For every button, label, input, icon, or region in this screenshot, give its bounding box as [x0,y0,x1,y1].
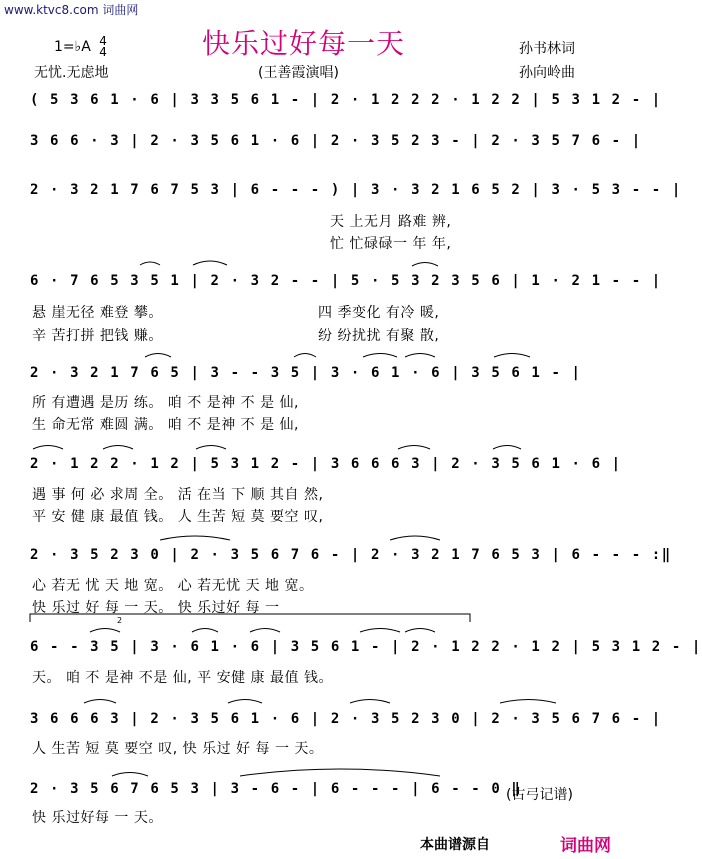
lyric-line: 遇 事 何 必 求周 全。 活 在当 下 顺 其自 然, [32,487,324,503]
key-label: 1=♭A [54,39,91,55]
notation-line-4: 6 · 7 6 5 3 5 1 | 2 · 3 2 - - | 5 · 5 3 2 3 5 6 | 1 · 2 1 - - | [30,273,662,289]
source-label: 本曲谱源自 [420,837,490,853]
lyric-line: 忙 忙碌碌一 年 年, [330,236,452,252]
notation-line-1: ( 5 3 6 1 · 6 | 3 3 5 6 1 - | 2 · 1 2 2 2 · 1 2 2 | 5 3 1 2 - | [30,92,662,108]
notation-line-6: 2 · 1 2 2 · 1 2 | 5 3 1 2 - | 3 6 6 6 3 | 2 · 3 5 6 1 · 6 | [30,456,622,472]
lyric-line: 纷 纷扰扰 有聚 散, [318,328,440,344]
lyric-line: 四 季变化 有冷 暖, [318,305,440,321]
lyric-line: 天 上无月 路难 辨, [330,214,452,230]
time-bottom: 4 [99,45,107,59]
notation-line-7: 2 · 3 5 2 3 0 | 2 · 3 5 6 7 6 - | 2 · 3 2 1 7 6 5 3 | 6 - - - :‖ [30,547,672,563]
singer: (王善霞演唱) [258,65,339,81]
notation-line-10: 2 · 3 5 6 7 6 5 3 | 3 - 6 - | 6 - - - | 6 - - 0 ‖ [30,781,522,797]
lyric-line: 人 生苦 短 莫 要空 叹, 快 乐过 好 每 一 天。 [32,741,324,757]
time-top: 4 [99,34,107,48]
lyricist: 孙书林词 [519,41,575,57]
ending-marker: 2 [117,616,123,625]
tempo-style: 无忧.无虑地 [34,65,109,81]
notation-line-5: 2 · 3 2 1 7 6 5 | 3 - - 3 5 | 3 · 6 1 · 6 | 3 5 6 1 - | [30,365,582,381]
lyric-line: 平 安 健 康 最值 钱。 人 生苦 短 莫 要空 叹, [32,509,324,525]
lyric-line: 天。 咱 不 是神 不是 仙, 平 安健 康 最值 钱。 [32,670,333,686]
notation-line-3: 2 · 3 2 1 7 6 7 5 3 | 6 - - - ) | 3 · 3 2 1 6 5 2 | 3 · 5 3 - - | [30,182,682,198]
lyric-line: 所 有遭遇 是历 练。 咱 不 是神 不 是 仙, [32,395,300,411]
lyric-line: 快 乐过 好 每 一 天。 快 乐过好 每 一 [32,600,280,616]
composer: 孙向岭曲 [519,65,575,81]
lyric-line: 心 若无 忧 天 地 宽。 心 若无忧 天 地 宽。 [32,578,314,594]
notation-line-8: 6 - - 3 5 | 3 · 6 1 · 6 | 3 5 6 1 - | 2 · 1 2 2 · 1 2 | 5 3 1 2 - | [30,639,702,655]
site-url[interactable]: www.ktvc8.com 词曲网 [4,3,139,17]
lyric-line: 快 乐过好每 一 天。 [32,810,163,826]
notation-line-9: 3 6 6 6 3 | 2 · 3 5 6 1 · 6 | 2 · 3 5 2 3 0 | 2 · 3 5 6 7 6 - | [30,711,662,727]
lyric-line: 辛 苦打拼 把钱 赚。 [32,328,163,344]
notation-line-2: 3 6 6 · 3 | 2 · 3 5 6 1 · 6 | 2 · 3 5 2 3 - | 2 · 3 5 7 6 - | [30,133,642,149]
lyric-line: 悬 崖无径 难登 攀。 [32,305,163,321]
transcriber-note: (古弓记谱) [506,787,573,803]
song-title: 快乐过好每一天 [202,27,406,60]
lyric-line: 生 命无常 难圆 满。 咱 不 是神 不 是 仙, [32,417,300,433]
site-logo[interactable]: 词曲网 [560,836,611,856]
